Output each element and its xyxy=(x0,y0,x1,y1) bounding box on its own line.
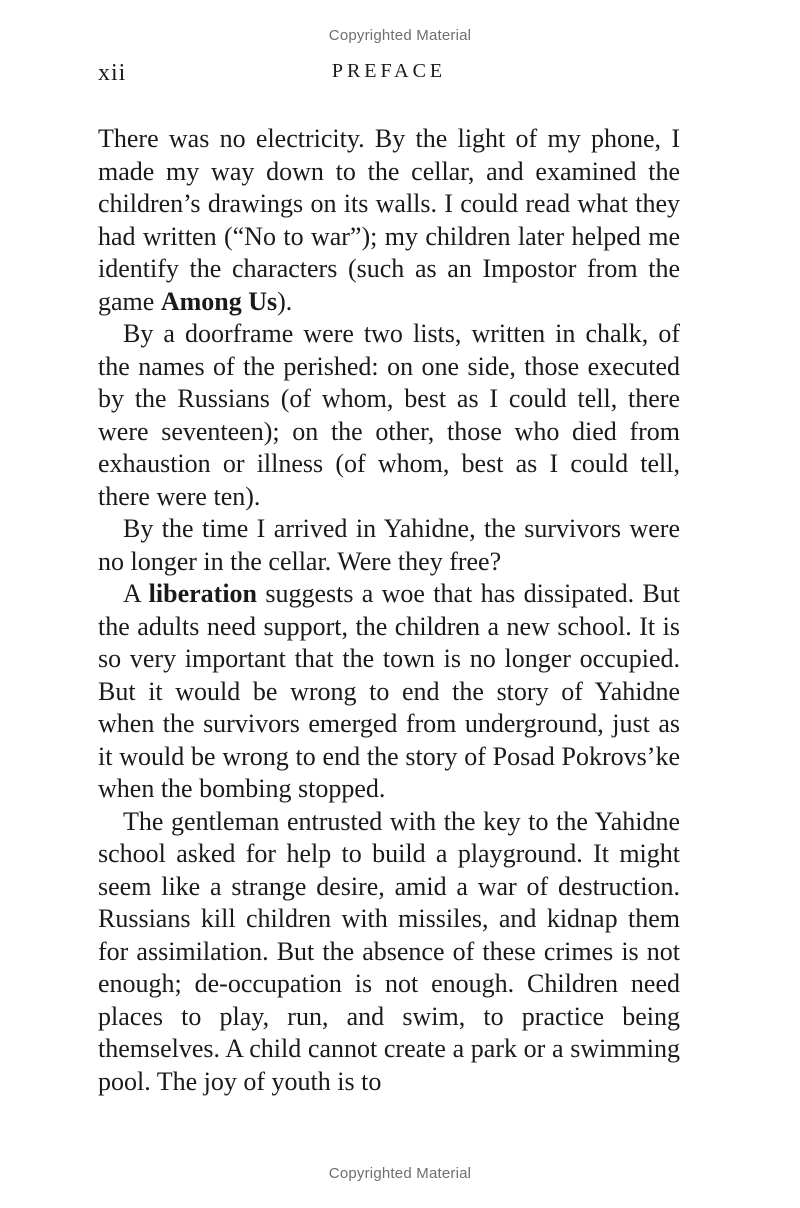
paragraph-1 xyxy=(98,123,680,318)
running-head xyxy=(98,60,680,90)
liberation-emphasis: liberation xyxy=(148,579,258,608)
body-text xyxy=(98,123,680,1098)
paragraph-4-text-after: suggests a woe that has dissipated. But the adults need support, the children a new school. It is so very important that the town is no longer occupied. But it would be wrong to end the story of Yahidne when the survivors emerged from underground, just as it would be wrong to end the story of Posad Pokrovs’ke when the bombing stopped. xyxy=(98,579,680,803)
copyright-watermark-bottom: Copyrighted Material xyxy=(328,1165,472,1182)
paragraph-4-text-before: A xyxy=(123,579,149,608)
page-number: xii xyxy=(98,60,127,86)
paragraph-4 xyxy=(98,578,680,806)
paragraph-2: By a doorframe were two lists, written in chalk, of the names of the perished: on one side, those executed by the Russians (of whom, best as I could tell, there were seventeen); on the other, those who died from exhaustion or illness (of whom, best as I could tell, there were ten). xyxy=(98,319,680,511)
section-title: PREFACE xyxy=(331,60,447,82)
game-title-emphasis: Among Us xyxy=(160,286,278,316)
paragraph-5: The gentleman entrusted with the key to the Yahidne school asked for help to build a playground. It might seem like a strange desire, amid a war of destruction. Russians kill children with missiles, and kidnap them for assimilation. But the absence of these crimes is not enough; de-occupation is not enough. Children need places to play, run, and swim, to practice being themselves. A child cannot create a park or a swimming pool. The joy of youth is to xyxy=(98,806,680,1096)
paragraph-1-text-after: ). xyxy=(277,286,293,316)
paragraph-1-text-before: There was no electricity. By the light of my phone, I made my way down to the cellar, and examined the children’s drawings on its walls. I could read what they had written (“No to war”); my children later helped me identify the characters (such as an Impostor from the game xyxy=(98,124,680,316)
copyright-watermark-top: Copyrighted Material xyxy=(328,27,472,44)
paragraph-3: By the time I arrived in Yahidne, the survivors were no longer in the cellar. Were they free? xyxy=(98,514,680,576)
